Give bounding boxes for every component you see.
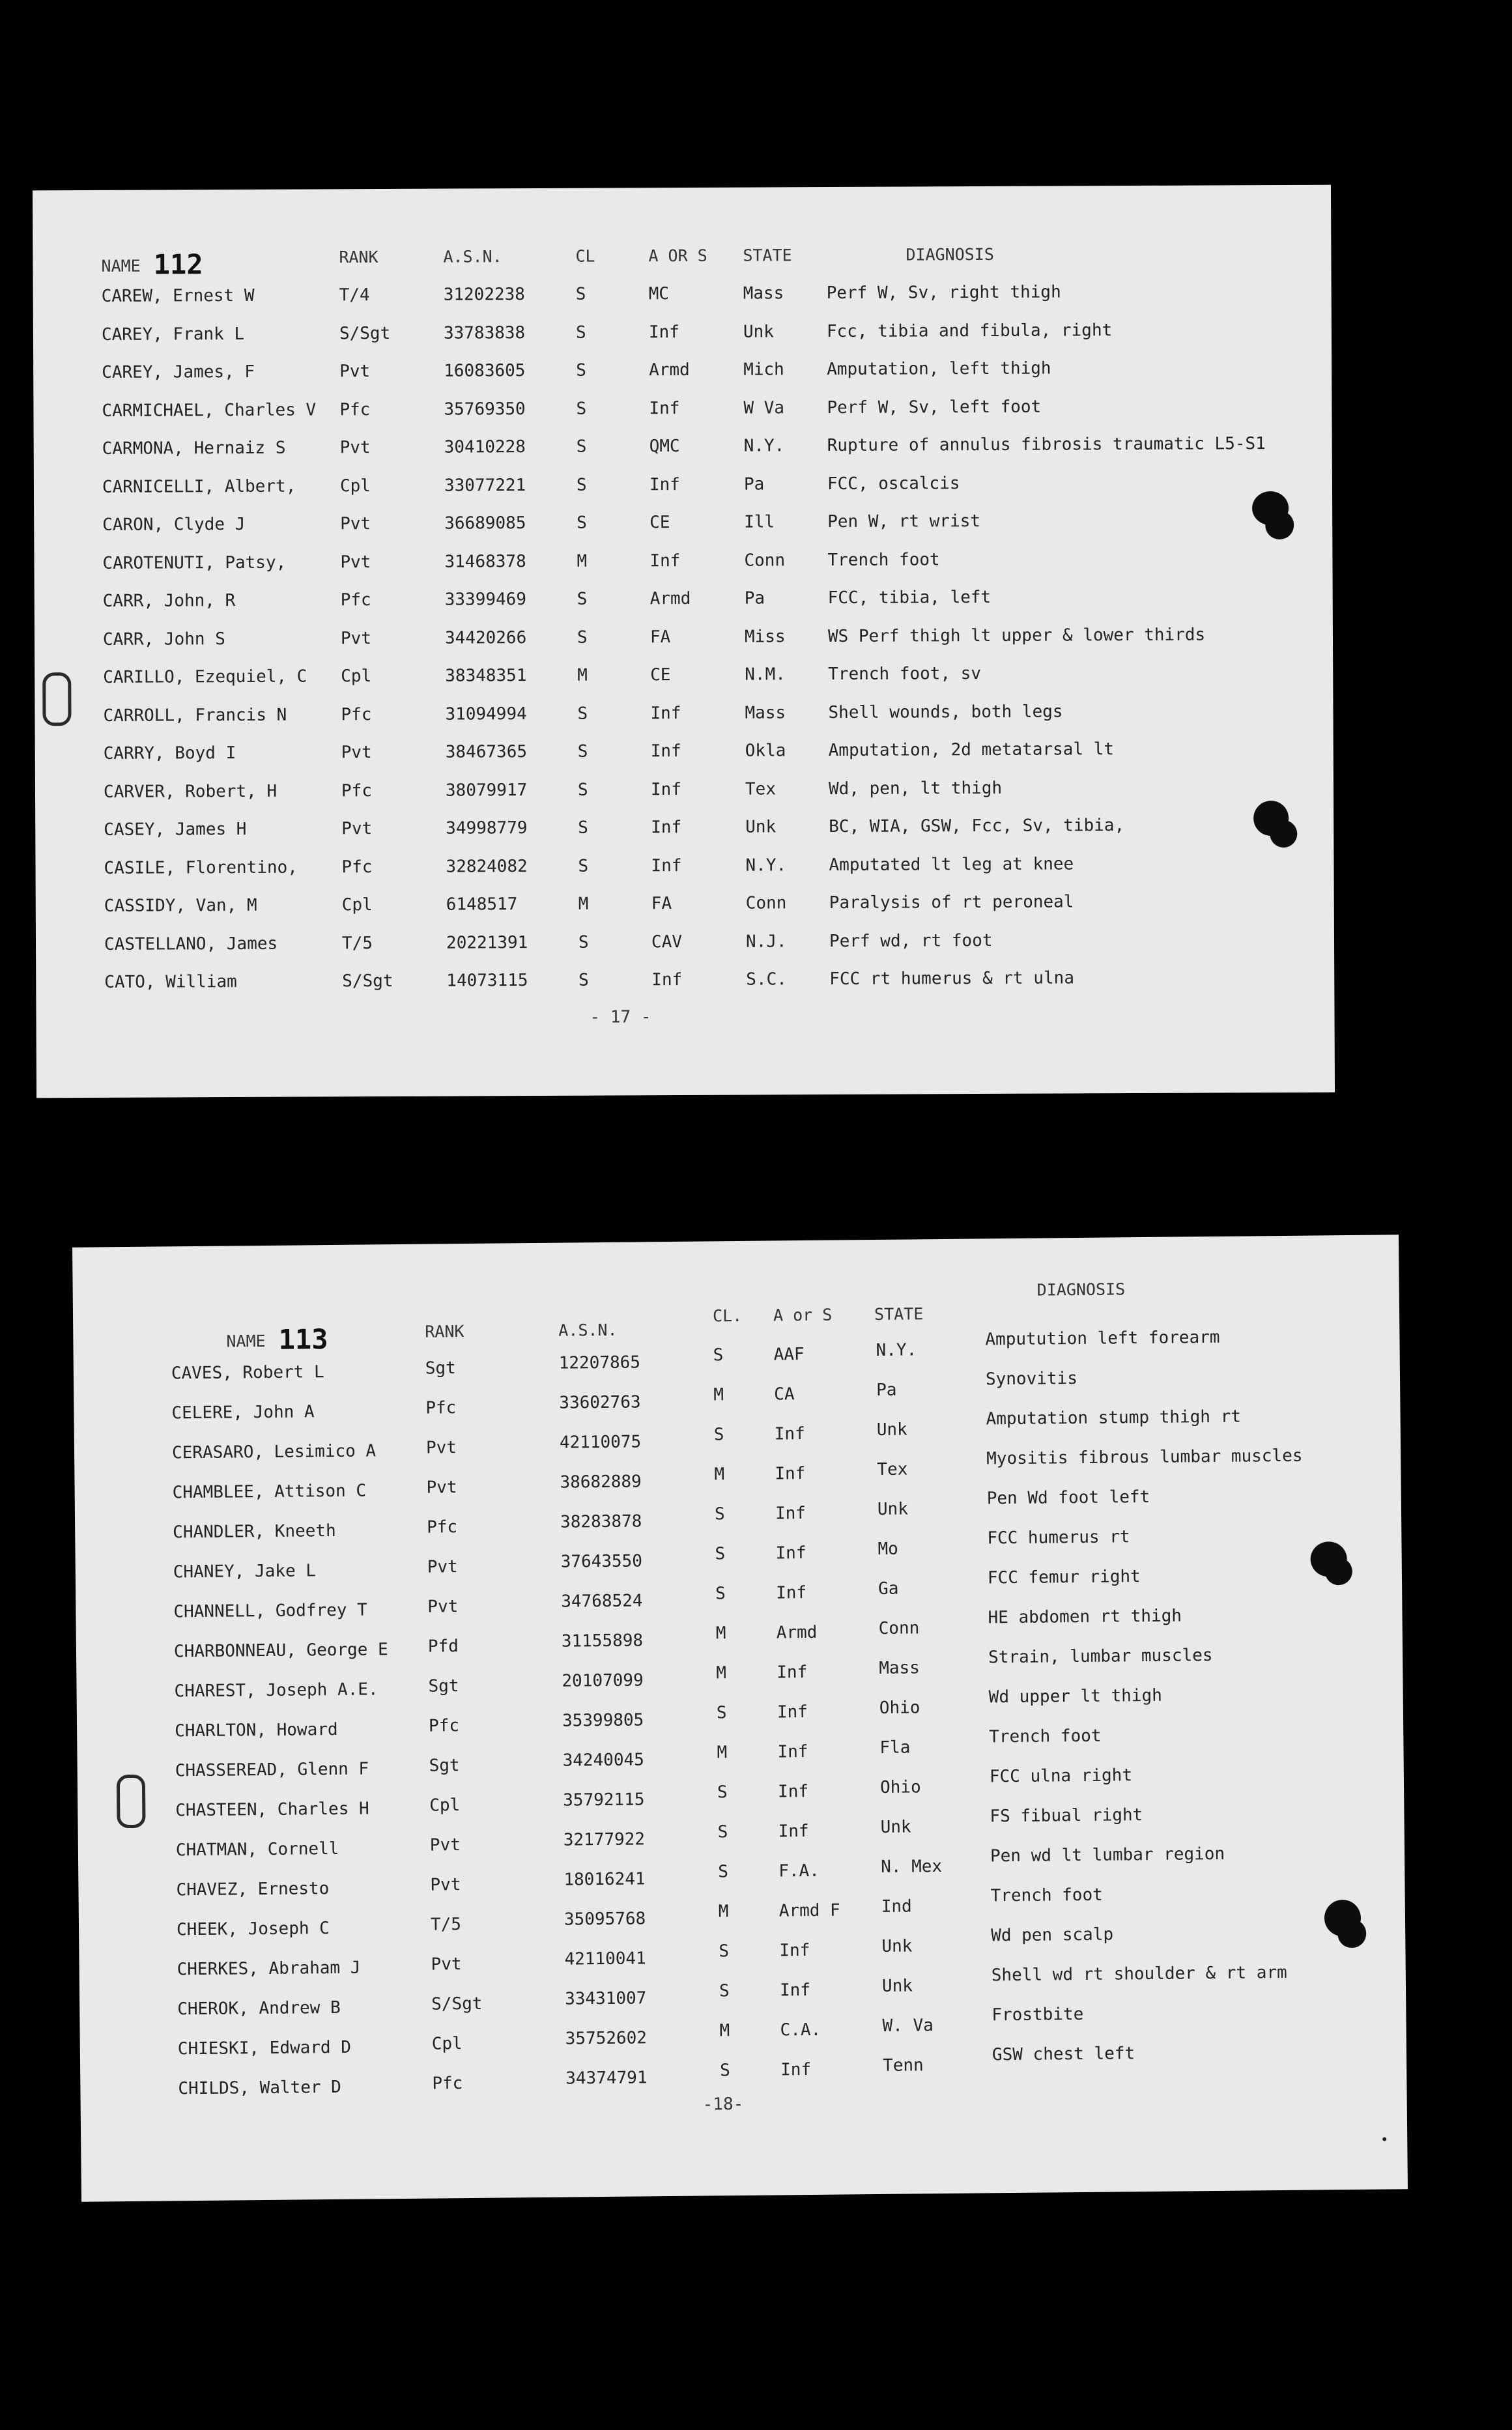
cell-rank: Pfc: [427, 1517, 458, 1537]
cell-name: CATO, William: [104, 971, 237, 992]
cell-rank: T/5: [430, 1915, 462, 1935]
cell-state: Mo: [877, 1539, 898, 1559]
cell-diag: FCC rt humerus & rt ulna: [829, 968, 1075, 990]
cell-diag: Trench foot: [990, 1885, 1103, 1906]
cell-rank: Pfc: [341, 857, 373, 877]
record-card-112: [33, 185, 1335, 1098]
cell-diag: Myositis fibrous lumbar muscles: [986, 1446, 1303, 1469]
cell-diag: Wd upper lt thigh: [988, 1685, 1162, 1708]
cell-aors: Inf: [777, 1781, 809, 1802]
header-asn: A.S.N.: [558, 1320, 618, 1340]
cell-diag: Wd, pen, lt thigh: [828, 778, 1003, 799]
cell-asn: 35769350: [444, 399, 526, 420]
cell-diag: Trench foot: [989, 1726, 1102, 1747]
cell-diag: Perf W, Sv, right thigh: [826, 282, 1061, 304]
cell-name: CERASARO, Lesimico A: [171, 1441, 377, 1463]
cell-diag: HE abdomen rt thigh: [988, 1606, 1182, 1628]
cell-name: CARON, Clyde J: [102, 514, 246, 535]
cell-asn: 38348351: [445, 666, 527, 686]
cell-asn: 32824082: [446, 856, 528, 877]
cell-cl: S: [716, 1703, 727, 1723]
cell-aors: Inf: [650, 779, 682, 799]
cell-state: Tex: [745, 779, 777, 799]
cell-state: Ind: [881, 1896, 912, 1917]
cell-state: Unk: [743, 321, 774, 342]
cell-state: N.Y.: [745, 855, 787, 876]
cell-name: CHEROK, Andrew B: [177, 1997, 341, 2020]
cell-aors: Inf: [779, 1940, 810, 1961]
cell-cl: M: [577, 551, 588, 571]
cell-state: Ohio: [879, 1777, 921, 1797]
cell-aors: QMC: [649, 436, 680, 457]
cell-state: Conn: [878, 1618, 920, 1638]
cell-diag: FCC femur right: [987, 1567, 1141, 1588]
cell-aors: Inf: [649, 398, 680, 418]
cell-diag: Trench foot: [827, 549, 940, 570]
cell-cl: M: [714, 1465, 725, 1485]
cell-rank: Pfd: [427, 1637, 459, 1657]
cell-cl: S: [577, 741, 588, 762]
cell-cl: S: [717, 1782, 728, 1803]
cell-rank: Sgt: [429, 1756, 460, 1776]
cell-name: CAREY, Frank L: [101, 324, 245, 345]
cell-aors: Inf: [651, 855, 682, 876]
cell-cl: M: [713, 1385, 724, 1405]
cell-cl: S: [578, 970, 589, 990]
header-diagnosis: DIAGNOSIS: [1036, 1279, 1126, 1300]
cell-aors: FA: [649, 627, 671, 647]
cell-asn: 34240045: [562, 1750, 644, 1771]
header-diagnosis: DIAGNOSIS: [906, 244, 994, 264]
cell-rank: Pfc: [432, 2074, 463, 2094]
cell-diag: Shell wd rt shoulder & rt arm: [991, 1962, 1287, 1986]
cell-rank: Pvt: [340, 552, 371, 572]
cell-name: CASTELLANO, James: [104, 934, 278, 954]
cell-rank: Pfc: [341, 704, 372, 724]
cell-name: CHIESKI, Edward D: [177, 2037, 352, 2059]
cell-state: Conn: [745, 893, 787, 913]
header-a-or-s: A OR S: [648, 246, 707, 266]
cell-cl: S: [717, 1822, 728, 1842]
cell-aors: Inf: [650, 703, 681, 723]
cell-rank: Pvt: [426, 1478, 457, 1498]
card-number: 113: [278, 1323, 328, 1356]
header-a-or-s: A or S: [773, 1305, 833, 1325]
cell-name: CELERE, John A: [171, 1402, 315, 1423]
cell-rank: Cpl: [341, 666, 372, 687]
cell-cl: S: [713, 1425, 724, 1445]
cell-rank: Pfc: [428, 1716, 460, 1736]
cell-cl: S: [720, 2061, 730, 2081]
cell-rank: Pfc: [425, 1398, 457, 1418]
cell-name: CAREY, James, F: [102, 362, 255, 382]
cell-aors: CA: [774, 1384, 795, 1405]
cell-aors: Inf: [777, 1663, 808, 1683]
cell-asn: 35095768: [563, 1909, 646, 1930]
speck-mark: [1382, 2137, 1386, 2141]
cell-state: Unk: [877, 1499, 909, 1519]
cell-state: Pa: [876, 1380, 897, 1400]
cell-cl: M: [718, 1902, 729, 1922]
cell-diag: Amputated lt leg at knee: [829, 853, 1074, 875]
cell-diag: Pen W, rt wrist: [827, 511, 981, 532]
cell-aors: Inf: [775, 1543, 806, 1564]
punch-mark: [1325, 1558, 1352, 1585]
cell-cl: S: [714, 1504, 725, 1524]
cell-state: Mass: [879, 1658, 920, 1678]
cell-asn: 6148517: [446, 894, 518, 915]
cell-asn: 31155898: [561, 1631, 644, 1651]
cell-diag: Perf wd, rt foot: [829, 930, 993, 951]
cell-asn: 37643550: [560, 1551, 643, 1572]
cell-state: Tenn: [882, 2055, 924, 2076]
cell-rank: Sgt: [428, 1676, 459, 1696]
cell-cl: S: [576, 360, 586, 380]
cell-aors: FA: [651, 894, 672, 914]
cell-name: CHARLTON, Howard: [175, 1719, 338, 1741]
cell-state: Okla: [745, 741, 786, 761]
header-cl: CL: [575, 246, 595, 266]
cell-name: CHASTEEN, Charles H: [175, 1799, 369, 1821]
cell-cl: M: [578, 894, 589, 914]
cell-diag: Synovitis: [985, 1369, 1078, 1390]
cell-aors: Inf: [774, 1424, 805, 1444]
cell-name: CHANEY, Jake L: [173, 1561, 317, 1582]
cell-diag: GSW chest left: [991, 2044, 1135, 2065]
cell-asn: 33431007: [564, 1988, 647, 2009]
cell-rank: Pvt: [341, 743, 372, 763]
header-cl: CL.: [712, 1306, 743, 1326]
cell-diag: FCC, tibia, left: [827, 587, 991, 608]
cell-diag: FCC humerus rt: [987, 1527, 1130, 1549]
cell-rank: Pfc: [340, 590, 371, 610]
cell-asn: 16083605: [444, 361, 526, 381]
cell-rank: Cpl: [429, 1795, 461, 1816]
cell-aors: Inf: [779, 1980, 811, 2001]
cell-asn: 38682889: [560, 1472, 642, 1493]
cell-rank: S/Sgt: [431, 1994, 483, 2014]
cell-rank: Pvt: [425, 1438, 457, 1458]
cell-state: Unk: [745, 817, 777, 837]
cell-diag: Amputation stump thigh rt: [986, 1407, 1242, 1429]
cell-cl: M: [716, 1663, 727, 1683]
cell-asn: 34998779: [446, 818, 528, 838]
cell-rank: Sgt: [425, 1358, 456, 1379]
cell-asn: 34768524: [561, 1591, 643, 1612]
cell-state: Mass: [745, 702, 786, 723]
cell-aors: Inf: [780, 2059, 812, 2080]
punch-mark: [1265, 511, 1294, 539]
paper-clip-mark: [42, 672, 71, 726]
cell-diag: BC, WIA, GSW, Fcc, Sv, tibia,: [829, 816, 1125, 837]
cell-state: S.C.: [746, 969, 787, 990]
cell-diag: Amputation, 2d metatarsal lt: [828, 739, 1115, 761]
cell-name: CHANDLER, Kneeth: [173, 1521, 336, 1543]
cell-rank: Pvt: [430, 1875, 461, 1895]
cell-state: N.M.: [745, 665, 786, 685]
cell-name: CASILE, Florentino,: [104, 857, 298, 878]
cell-rank: Pvt: [429, 1835, 461, 1855]
cell-asn: 42110075: [559, 1432, 642, 1453]
cell-diag: Pen wd lt lumbar region: [990, 1844, 1225, 1866]
cell-rank: Cpl: [341, 895, 373, 915]
cell-asn: 42110041: [564, 1949, 646, 1969]
cell-diag: Amputution left forearm: [985, 1327, 1220, 1350]
cell-name: CARR, John S: [102, 629, 225, 650]
cell-asn: 31094994: [445, 704, 527, 724]
cell-rank: T/5: [341, 933, 373, 953]
cell-cl: S: [577, 780, 588, 800]
cell-asn: 20221391: [446, 932, 528, 953]
cell-rank: Pvt: [431, 1954, 462, 1975]
cell-asn: 35399805: [562, 1710, 644, 1731]
cell-diag: FS fibual right: [990, 1805, 1143, 1827]
cell-asn: 34420266: [444, 627, 527, 648]
cell-aors: Armd: [649, 360, 690, 380]
cell-asn: 33399469: [444, 590, 527, 610]
punch-mark: [1337, 1919, 1366, 1948]
cell-state: Unk: [881, 1976, 913, 1996]
cell-aors: MC: [648, 284, 670, 304]
cell-asn: 12207865: [558, 1352, 641, 1373]
cell-diag: Pen Wd foot left: [986, 1487, 1150, 1509]
cell-name: CAREW, Ernest W: [101, 285, 255, 306]
cell-aors: Armd F: [778, 1900, 840, 1921]
cell-asn: 35792115: [563, 1790, 645, 1810]
cell-state: Mass: [743, 283, 784, 304]
cell-aors: Inf: [777, 1702, 808, 1722]
cell-name: CASSIDY, Van, M: [104, 895, 257, 916]
cell-asn: 38467365: [445, 742, 528, 762]
cell-cl: S: [719, 1941, 730, 1962]
cell-name: CARILLO, Ezequiel, C: [103, 666, 307, 687]
cell-cl: S: [577, 704, 588, 724]
cell-asn: 18016241: [563, 1869, 646, 1890]
cell-diag: Amputation, left thigh: [827, 358, 1051, 380]
cell-asn: 33077221: [444, 475, 526, 496]
cell-asn: 34374791: [565, 2068, 648, 2089]
cell-name: CHARBONNEAU, George E: [173, 1640, 388, 1662]
cell-name: CARNICELLI, Albert,: [102, 476, 296, 497]
cell-rank: Pvt: [340, 514, 371, 534]
cell-cl: S: [576, 436, 587, 457]
cell-state: N.Y.: [743, 436, 785, 456]
cell-rank: T/4: [339, 285, 370, 306]
header-state: STATE: [743, 246, 792, 265]
cell-diag: Perf W, Sv, left foot: [827, 397, 1042, 418]
cell-cl: M: [717, 1743, 728, 1763]
cell-name: CHAREST, Joseph A.E.: [174, 1680, 378, 1702]
page-number: - 17 -: [590, 1007, 651, 1027]
cell-rank: Cpl: [339, 476, 371, 496]
cell-rank: Pvt: [339, 362, 371, 382]
cell-name: CHATMAN, Cornell: [175, 1838, 339, 1861]
cell-name: CARR, John, R: [102, 591, 236, 611]
cell-cl: S: [715, 1584, 726, 1604]
cell-diag: Wd pen scalp: [991, 1924, 1114, 1946]
cell-aors: Armd: [776, 1622, 818, 1643]
cell-aors: Inf: [649, 474, 680, 494]
cell-aors: Inf: [648, 322, 679, 342]
cell-cl: S: [713, 1345, 724, 1365]
cell-state: Ill: [744, 512, 775, 532]
cell-state: Unk: [881, 1936, 913, 1956]
punch-mark: [1270, 820, 1297, 848]
cell-rank: S/Sgt: [342, 971, 393, 992]
cell-asn: 14073115: [446, 971, 528, 991]
cell-aors: Inf: [649, 550, 681, 571]
cell-rank: Pfc: [341, 780, 373, 801]
cell-diag: Trench foot, sv: [828, 664, 982, 685]
paper-clip-mark: [117, 1775, 146, 1828]
cell-cl: M: [715, 1623, 726, 1644]
cell-diag: FCC ulna right: [989, 1765, 1133, 1787]
cell-aors: AAF: [773, 1345, 805, 1365]
cell-aors: CAV: [651, 932, 683, 952]
cell-name: CHERKES, Abraham J: [177, 1958, 361, 1980]
header-rank: RANK: [339, 248, 378, 267]
cell-rank: Pvt: [340, 628, 372, 648]
cell-diag: Strain, lumbar muscles: [988, 1646, 1213, 1668]
cell-state: N.Y.: [876, 1340, 917, 1360]
cell-diag: Frostbite: [991, 2004, 1084, 2025]
cell-state: Unk: [876, 1420, 907, 1440]
cell-aors: Inf: [777, 1742, 808, 1762]
cell-aors: Inf: [778, 1821, 809, 1842]
cell-cl: S: [719, 1981, 730, 2001]
cell-name: CARMICHAEL, Charles V: [102, 399, 317, 421]
record-card-113: [72, 1235, 1408, 2201]
cell-diag: Shell wounds, both legs: [828, 701, 1063, 722]
cell-asn: 38079917: [445, 780, 528, 801]
cell-aors: Inf: [775, 1504, 806, 1524]
cell-name: CARMONA, Hernaiz S: [102, 438, 286, 459]
cell-asn: 33783838: [443, 322, 526, 343]
cell-name: CARROLL, Francis N: [103, 705, 287, 726]
cell-cl: S: [718, 1862, 729, 1882]
cell-rank: Pfc: [339, 399, 371, 420]
cell-name: CHAVEZ, Ernesto: [176, 1879, 330, 1900]
cell-rank: Pvt: [341, 819, 373, 839]
header-rank: RANK: [425, 1322, 464, 1341]
cell-state: Unk: [880, 1817, 911, 1837]
cell-name: CASEY, James H: [104, 819, 247, 840]
card-number: 112: [153, 248, 203, 281]
cell-diag: FCC, oscalcis: [827, 473, 960, 494]
cell-diag: Fcc, tibia and fibula, right: [826, 320, 1113, 341]
cell-state: Ga: [877, 1579, 899, 1599]
cell-state: Miss: [744, 626, 786, 647]
cell-aors: F.A.: [778, 1861, 820, 1881]
cell-cl: S: [577, 513, 587, 533]
cell-state: Tex: [877, 1459, 908, 1479]
cell-asn: 31468378: [444, 551, 526, 572]
cell-aors: Inf: [650, 741, 681, 762]
cell-asn: 20107099: [562, 1670, 644, 1691]
cell-rank: Pvt: [339, 438, 371, 458]
cell-name: CHEEK, Joseph C: [176, 1919, 330, 1940]
cell-state: Mich: [743, 360, 784, 380]
cell-aors: Inf: [651, 818, 682, 838]
cell-asn: 38283878: [560, 1511, 642, 1532]
cell-rank: Pvt: [427, 1557, 458, 1577]
cell-cl: S: [575, 284, 586, 304]
cell-name: CHANNELL, Godfrey T: [173, 1600, 367, 1622]
cell-state: Fla: [879, 1737, 911, 1758]
header-state: STATE: [874, 1304, 924, 1324]
cell-state: Pa: [744, 588, 765, 608]
cell-name: CHAMBLEE, Attison C: [172, 1481, 367, 1503]
cell-cl: M: [719, 2021, 730, 2041]
cell-state: N. Mex: [881, 1857, 943, 1877]
cell-state: N.J.: [745, 931, 787, 952]
cell-asn: 30410228: [444, 437, 526, 457]
cell-rank: Cpl: [431, 2034, 463, 2054]
cell-diag: WS Perf thigh lt upper & lower thirds: [827, 625, 1206, 646]
cell-aors: Armd: [649, 588, 691, 609]
cell-cl: S: [578, 818, 588, 838]
cell-cl: S: [577, 589, 588, 609]
cell-aors: C.A.: [780, 2020, 821, 2040]
cell-cl: M: [577, 665, 588, 685]
cell-aors: Inf: [776, 1583, 807, 1603]
cell-cl: S: [576, 399, 587, 419]
cell-cl: S: [576, 475, 587, 495]
cell-aors: Inf: [651, 970, 683, 990]
cell-state: W. Va: [882, 2016, 934, 2036]
cell-asn: 36689085: [444, 513, 526, 534]
cell-cl: S: [578, 856, 589, 876]
cell-asn: 35752602: [565, 2028, 648, 2049]
cell-cl: S: [575, 322, 586, 343]
cell-name: CAROTENUTI, Patsy,: [102, 552, 287, 573]
header-name: NAME 113: [226, 1323, 328, 1356]
cell-name: CHILDS, Walter D: [178, 2077, 342, 2099]
cell-aors: Inf: [775, 1464, 806, 1484]
cell-name: CARVER, Robert, H: [103, 781, 278, 802]
cell-state: W Va: [743, 397, 785, 418]
cell-state: Conn: [744, 550, 786, 571]
cell-cl: S: [715, 1544, 726, 1564]
page-number: -18-: [702, 2094, 744, 2115]
cell-name: CHASSEREAD, Glenn F: [175, 1759, 369, 1781]
cell-rank: Pvt: [427, 1597, 459, 1617]
cell-asn: 32177922: [563, 1829, 646, 1850]
header-name: NAME 112: [101, 248, 203, 281]
cell-name: CARRY, Boyd I: [103, 743, 236, 764]
cell-rank: S/Sgt: [339, 323, 391, 343]
cell-diag: Paralysis of rt peroneal: [829, 892, 1074, 913]
cell-state: Ohio: [879, 1698, 920, 1718]
cell-cl: S: [578, 932, 589, 952]
cell-cl: S: [577, 627, 588, 648]
cell-state: Pa: [743, 474, 765, 494]
cell-diag: Rupture of annulus fibrosis traumatic L5-S1: [827, 434, 1266, 456]
header-asn: A.S.N.: [443, 247, 502, 266]
cell-asn: 31202238: [443, 285, 525, 305]
cell-name: CAVES, Robert L: [171, 1362, 324, 1384]
cell-aors: CE: [649, 513, 670, 533]
cell-aors: CE: [650, 665, 671, 685]
cell-asn: 33602763: [559, 1392, 641, 1413]
